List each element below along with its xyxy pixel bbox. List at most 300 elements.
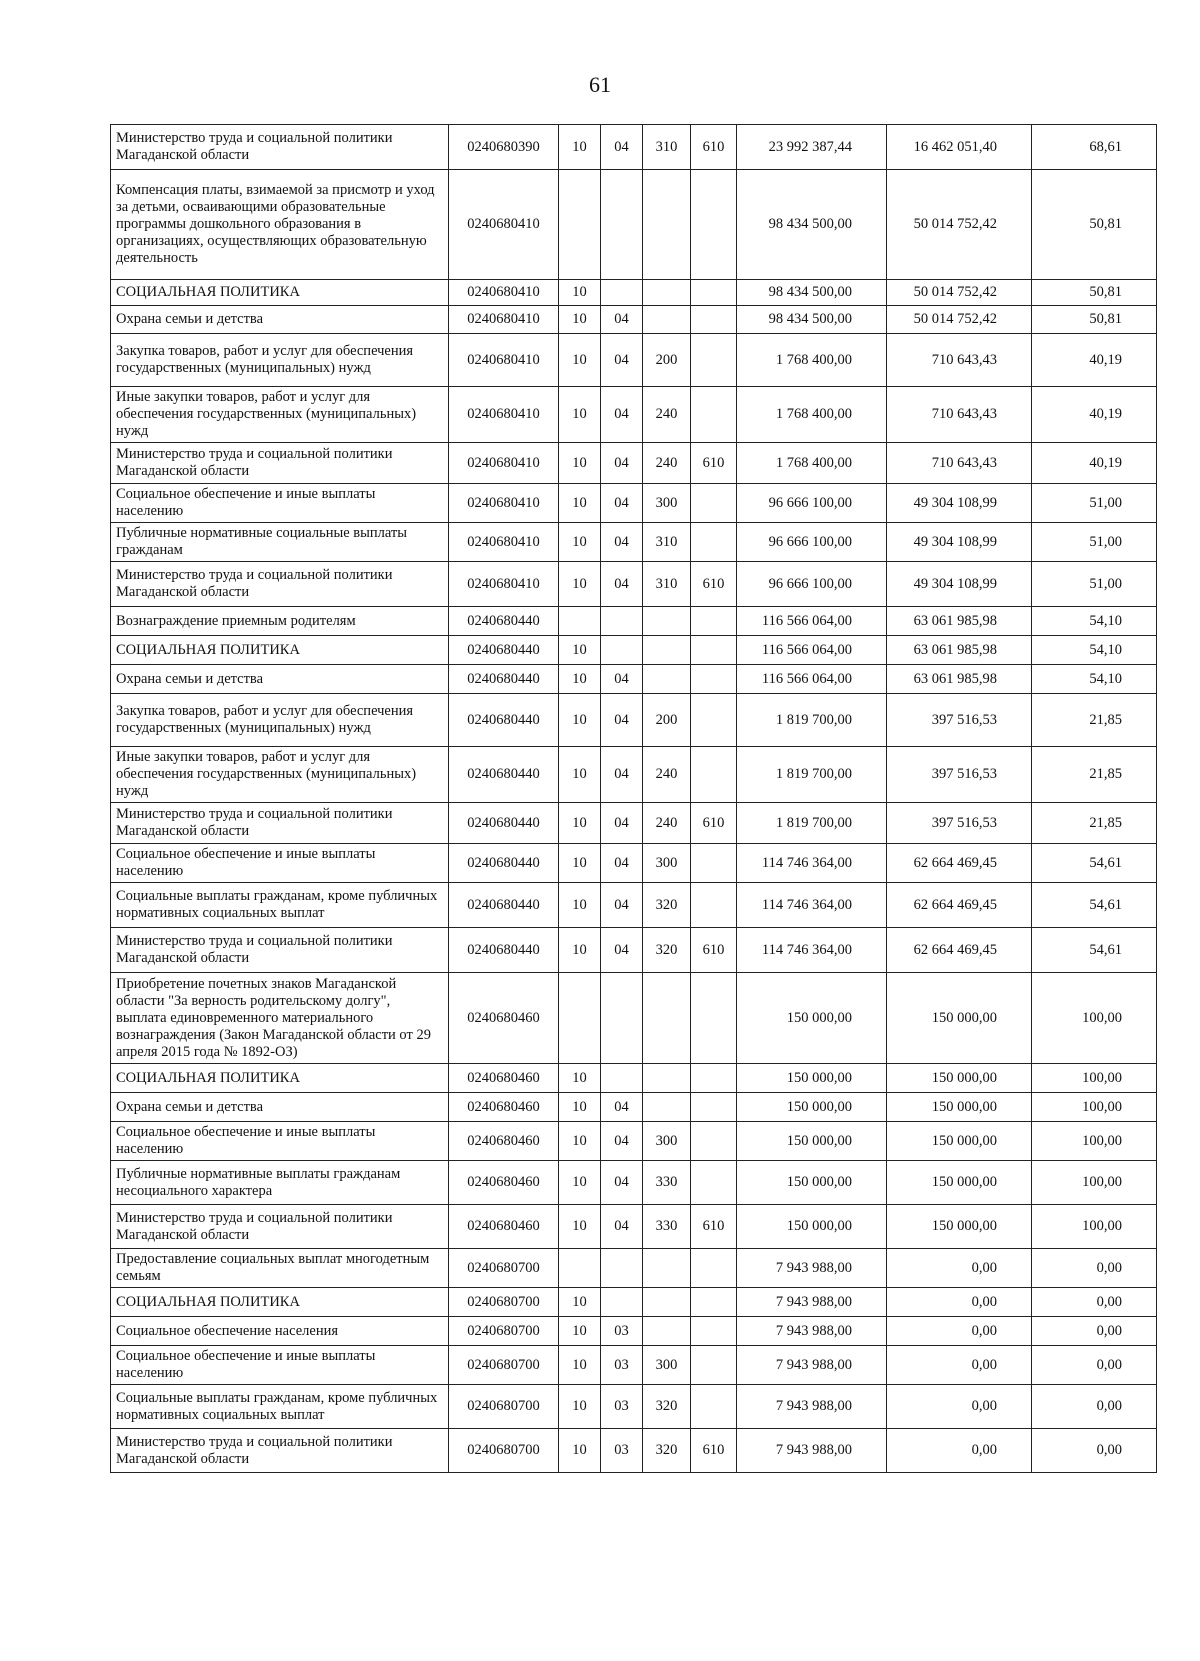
planned-amount: 114 746 364,00: [737, 928, 887, 973]
planned-amount: 23 992 387,44: [737, 125, 887, 170]
execution-percent: 40,19: [1032, 334, 1157, 387]
expense-type-code: [643, 280, 691, 306]
table-row: [111, 1205, 1157, 1249]
administrator-code: [691, 1122, 737, 1161]
target-code: 0240680410: [449, 387, 559, 443]
table-row: [111, 607, 1157, 636]
planned-amount: 1 819 700,00: [737, 803, 887, 844]
administrator-code: [691, 170, 737, 280]
item-name: Закупка товаров, работ и услуг для обеспечения государственных (муниципальных) нужд: [111, 694, 449, 747]
administrator-code: 610: [691, 562, 737, 607]
item-name: Закупка товаров, работ и услуг для обеспечения государственных (муниципальных) нужд: [111, 334, 449, 387]
table-row: [111, 280, 1157, 306]
actual-amount: 150 000,00: [887, 1205, 1032, 1249]
table-row: [111, 1317, 1157, 1346]
item-name: Приобретение почетных знаков Магаданской области "За верность родительскому долгу", выплата единовременного материального вознаграждения (Закон Магаданской области от 29 апреля 2015 года № 1892-ОЗ): [111, 973, 449, 1064]
actual-amount: 150 000,00: [887, 1064, 1032, 1093]
administrator-code: [691, 694, 737, 747]
target-code: 0240680410: [449, 562, 559, 607]
administrator-code: [691, 306, 737, 334]
section-code: 10: [559, 1288, 601, 1317]
execution-percent: 50,81: [1032, 280, 1157, 306]
planned-amount: 1 819 700,00: [737, 694, 887, 747]
table-body: [111, 125, 1157, 1473]
subsection-code: [601, 1249, 643, 1288]
subsection-code: 04: [601, 523, 643, 562]
section-code: 10: [559, 1317, 601, 1346]
planned-amount: 1 819 700,00: [737, 747, 887, 803]
table-row: [111, 665, 1157, 694]
section-code: 10: [559, 1161, 601, 1205]
actual-amount: 63 061 985,98: [887, 665, 1032, 694]
section-code: [559, 973, 601, 1064]
administrator-code: [691, 1161, 737, 1205]
actual-amount: 62 664 469,45: [887, 844, 1032, 883]
table-row: [111, 443, 1157, 484]
planned-amount: 150 000,00: [737, 1093, 887, 1122]
table-row: [111, 387, 1157, 443]
target-code: 0240680460: [449, 1093, 559, 1122]
planned-amount: 150 000,00: [737, 1064, 887, 1093]
table-row: [111, 973, 1157, 1064]
planned-amount: 1 768 400,00: [737, 334, 887, 387]
target-code: 0240680700: [449, 1346, 559, 1385]
target-code: 0240680410: [449, 484, 559, 523]
actual-amount: 397 516,53: [887, 747, 1032, 803]
item-name: Министерство труда и социальной политики Магаданской области: [111, 125, 449, 170]
table-row: [111, 1288, 1157, 1317]
expense-type-code: 330: [643, 1205, 691, 1249]
execution-percent: 21,85: [1032, 747, 1157, 803]
table-row: [111, 636, 1157, 665]
planned-amount: 116 566 064,00: [737, 636, 887, 665]
subsection-code: 04: [601, 844, 643, 883]
administrator-code: [691, 665, 737, 694]
subsection-code: [601, 1288, 643, 1317]
administrator-code: 610: [691, 1205, 737, 1249]
execution-percent: 0,00: [1032, 1346, 1157, 1385]
administrator-code: 610: [691, 125, 737, 170]
planned-amount: 7 943 988,00: [737, 1288, 887, 1317]
subsection-code: 03: [601, 1385, 643, 1429]
subsection-code: 04: [601, 665, 643, 694]
execution-percent: 54,61: [1032, 928, 1157, 973]
administrator-code: [691, 1093, 737, 1122]
item-name: Предоставление социальных выплат многодетным семьям: [111, 1249, 449, 1288]
item-name: Социальное обеспечение и иные выплаты населению: [111, 484, 449, 523]
execution-percent: 54,61: [1032, 883, 1157, 928]
section-code: 10: [559, 484, 601, 523]
section-code: 10: [559, 334, 601, 387]
execution-percent: 40,19: [1032, 443, 1157, 484]
expense-type-code: 300: [643, 844, 691, 883]
subsection-code: 04: [601, 443, 643, 484]
planned-amount: 7 943 988,00: [737, 1385, 887, 1429]
expense-type-code: 200: [643, 694, 691, 747]
item-name: Министерство труда и социальной политики Магаданской области: [111, 803, 449, 844]
execution-percent: 0,00: [1032, 1249, 1157, 1288]
item-name: Социальное обеспечение населения: [111, 1317, 449, 1346]
execution-percent: 100,00: [1032, 973, 1157, 1064]
expense-type-code: [643, 1249, 691, 1288]
subsection-code: 03: [601, 1346, 643, 1385]
target-code: 0240680410: [449, 170, 559, 280]
planned-amount: 96 666 100,00: [737, 523, 887, 562]
section-code: 10: [559, 665, 601, 694]
section-code: 10: [559, 387, 601, 443]
actual-amount: 16 462 051,40: [887, 125, 1032, 170]
actual-amount: 50 014 752,42: [887, 170, 1032, 280]
planned-amount: 96 666 100,00: [737, 484, 887, 523]
subsection-code: 04: [601, 1093, 643, 1122]
subsection-code: [601, 607, 643, 636]
section-code: 10: [559, 562, 601, 607]
table-row: [111, 747, 1157, 803]
actual-amount: 710 643,43: [887, 443, 1032, 484]
section-code: 10: [559, 1122, 601, 1161]
subsection-code: 04: [601, 334, 643, 387]
expense-type-code: 320: [643, 883, 691, 928]
item-name: СОЦИАЛЬНАЯ ПОЛИТИКА: [111, 1064, 449, 1093]
actual-amount: 62 664 469,45: [887, 928, 1032, 973]
planned-amount: 7 943 988,00: [737, 1249, 887, 1288]
subsection-code: 04: [601, 694, 643, 747]
subsection-code: [601, 170, 643, 280]
administrator-code: [691, 636, 737, 665]
execution-percent: 50,81: [1032, 306, 1157, 334]
planned-amount: 1 768 400,00: [737, 443, 887, 484]
administrator-code: [691, 844, 737, 883]
item-name: Компенсация платы, взимаемой за присмотр и уход за детьми, осваивающими образовательные программы дошкольного образования в организациях, осуществляющих образовательную деятельность: [111, 170, 449, 280]
execution-percent: 100,00: [1032, 1122, 1157, 1161]
item-name: Министерство труда и социальной политики Магаданской области: [111, 562, 449, 607]
section-code: 10: [559, 1385, 601, 1429]
target-code: 0240680440: [449, 803, 559, 844]
table-row: [111, 928, 1157, 973]
expense-type-code: [643, 607, 691, 636]
target-code: 0240680410: [449, 280, 559, 306]
target-code: 0240680410: [449, 523, 559, 562]
planned-amount: 98 434 500,00: [737, 280, 887, 306]
execution-percent: 100,00: [1032, 1064, 1157, 1093]
actual-amount: 0,00: [887, 1249, 1032, 1288]
actual-amount: 150 000,00: [887, 1161, 1032, 1205]
administrator-code: 610: [691, 1429, 737, 1473]
planned-amount: 7 943 988,00: [737, 1317, 887, 1346]
expense-type-code: [643, 306, 691, 334]
execution-percent: 68,61: [1032, 125, 1157, 170]
table-row: [111, 1346, 1157, 1385]
expense-type-code: 330: [643, 1161, 691, 1205]
section-code: 10: [559, 306, 601, 334]
item-name: Социальные выплаты гражданам, кроме публичных нормативных социальных выплат: [111, 883, 449, 928]
table-row: [111, 1093, 1157, 1122]
expense-type-code: 310: [643, 562, 691, 607]
execution-percent: 54,10: [1032, 636, 1157, 665]
target-code: 0240680440: [449, 665, 559, 694]
actual-amount: 150 000,00: [887, 973, 1032, 1064]
expense-type-code: 240: [643, 747, 691, 803]
section-code: 10: [559, 1205, 601, 1249]
table-row: [111, 562, 1157, 607]
actual-amount: 710 643,43: [887, 334, 1032, 387]
expense-type-code: 320: [643, 1429, 691, 1473]
subsection-code: 04: [601, 883, 643, 928]
actual-amount: 0,00: [887, 1346, 1032, 1385]
expense-type-code: 200: [643, 334, 691, 387]
execution-percent: 100,00: [1032, 1161, 1157, 1205]
target-code: 0240680440: [449, 747, 559, 803]
expense-type-code: 320: [643, 928, 691, 973]
target-code: 0240680460: [449, 1161, 559, 1205]
administrator-code: [691, 883, 737, 928]
item-name: Министерство труда и социальной политики Магаданской области: [111, 1429, 449, 1473]
actual-amount: 150 000,00: [887, 1122, 1032, 1161]
target-code: 0240680700: [449, 1429, 559, 1473]
target-code: 0240680440: [449, 883, 559, 928]
item-name: Охрана семьи и детства: [111, 665, 449, 694]
administrator-code: [691, 1288, 737, 1317]
table-row: [111, 803, 1157, 844]
subsection-code: 04: [601, 747, 643, 803]
actual-amount: 63 061 985,98: [887, 607, 1032, 636]
planned-amount: 7 943 988,00: [737, 1429, 887, 1473]
subsection-code: 04: [601, 125, 643, 170]
execution-percent: 54,61: [1032, 844, 1157, 883]
target-code: 0240680460: [449, 1205, 559, 1249]
table-row: [111, 844, 1157, 883]
execution-percent: 51,00: [1032, 484, 1157, 523]
expense-type-code: [643, 1093, 691, 1122]
target-code: 0240680440: [449, 636, 559, 665]
expense-type-code: 240: [643, 387, 691, 443]
table-row: [111, 334, 1157, 387]
administrator-code: [691, 523, 737, 562]
actual-amount: 49 304 108,99: [887, 523, 1032, 562]
planned-amount: 114 746 364,00: [737, 844, 887, 883]
subsection-code: 04: [601, 1122, 643, 1161]
section-code: 10: [559, 928, 601, 973]
section-code: 10: [559, 803, 601, 844]
administrator-code: [691, 607, 737, 636]
execution-percent: 100,00: [1032, 1093, 1157, 1122]
administrator-code: [691, 1249, 737, 1288]
item-name: Охрана семьи и детства: [111, 306, 449, 334]
section-code: 10: [559, 844, 601, 883]
planned-amount: 7 943 988,00: [737, 1346, 887, 1385]
section-code: 10: [559, 883, 601, 928]
execution-percent: 40,19: [1032, 387, 1157, 443]
administrator-code: [691, 387, 737, 443]
expense-type-code: [643, 1317, 691, 1346]
page-number: 61: [589, 72, 611, 97]
expense-type-code: [643, 636, 691, 665]
item-name: Публичные нормативные выплаты гражданам несоциального характера: [111, 1161, 449, 1205]
target-code: 0240680440: [449, 844, 559, 883]
administrator-code: [691, 484, 737, 523]
execution-percent: 0,00: [1032, 1429, 1157, 1473]
actual-amount: 150 000,00: [887, 1093, 1032, 1122]
target-code: 0240680700: [449, 1288, 559, 1317]
expense-type-code: [643, 973, 691, 1064]
item-name: СОЦИАЛЬНАЯ ПОЛИТИКА: [111, 1288, 449, 1317]
target-code: 0240680460: [449, 1122, 559, 1161]
expense-type-code: 300: [643, 484, 691, 523]
subsection-code: 04: [601, 1161, 643, 1205]
table-row: [111, 1064, 1157, 1093]
administrator-code: [691, 1064, 737, 1093]
actual-amount: 50 014 752,42: [887, 306, 1032, 334]
administrator-code: 610: [691, 803, 737, 844]
table-row: [111, 523, 1157, 562]
target-code: 0240680440: [449, 694, 559, 747]
table-row: [111, 484, 1157, 523]
expense-type-code: [643, 1288, 691, 1317]
target-code: 0240680390: [449, 125, 559, 170]
planned-amount: 96 666 100,00: [737, 562, 887, 607]
actual-amount: 0,00: [887, 1288, 1032, 1317]
planned-amount: 116 566 064,00: [737, 665, 887, 694]
subsection-code: [601, 1064, 643, 1093]
section-code: 10: [559, 443, 601, 484]
table-row: [111, 883, 1157, 928]
administrator-code: [691, 1385, 737, 1429]
actual-amount: 0,00: [887, 1385, 1032, 1429]
actual-amount: 62 664 469,45: [887, 883, 1032, 928]
item-name: Социальные выплаты гражданам, кроме публичных нормативных социальных выплат: [111, 1385, 449, 1429]
table-row: [111, 1122, 1157, 1161]
administrator-code: [691, 280, 737, 306]
execution-percent: 51,00: [1032, 562, 1157, 607]
section-code: 10: [559, 1064, 601, 1093]
table-row: [111, 1429, 1157, 1473]
table-row: [111, 1249, 1157, 1288]
target-code: 0240680440: [449, 607, 559, 636]
subsection-code: 04: [601, 484, 643, 523]
section-code: 10: [559, 747, 601, 803]
target-code: 0240680410: [449, 334, 559, 387]
item-name: Вознаграждение приемным родителям: [111, 607, 449, 636]
expense-type-code: [643, 170, 691, 280]
administrator-code: [691, 1346, 737, 1385]
table-row: [111, 170, 1157, 280]
actual-amount: 63 061 985,98: [887, 636, 1032, 665]
planned-amount: 98 434 500,00: [737, 306, 887, 334]
expense-type-code: 310: [643, 125, 691, 170]
section-code: 10: [559, 280, 601, 306]
target-code: 0240680700: [449, 1317, 559, 1346]
execution-percent: 100,00: [1032, 1205, 1157, 1249]
item-name: Министерство труда и социальной политики Магаданской области: [111, 1205, 449, 1249]
administrator-code: [691, 1317, 737, 1346]
item-name: Иные закупки товаров, работ и услуг для обеспечения государственных (муниципальных) нужд: [111, 747, 449, 803]
item-name: Социальное обеспечение и иные выплаты населению: [111, 1122, 449, 1161]
target-code: 0240680700: [449, 1385, 559, 1429]
administrator-code: [691, 973, 737, 1064]
execution-percent: 0,00: [1032, 1317, 1157, 1346]
target-code: 0240680460: [449, 973, 559, 1064]
planned-amount: 114 746 364,00: [737, 883, 887, 928]
planned-amount: 116 566 064,00: [737, 607, 887, 636]
administrator-code: [691, 747, 737, 803]
expense-type-code: 320: [643, 1385, 691, 1429]
execution-percent: 21,85: [1032, 694, 1157, 747]
subsection-code: 03: [601, 1429, 643, 1473]
section-code: 10: [559, 1093, 601, 1122]
item-name: Публичные нормативные социальные выплаты гражданам: [111, 523, 449, 562]
target-code: 0240680700: [449, 1249, 559, 1288]
execution-percent: 54,10: [1032, 607, 1157, 636]
table-row: [111, 1385, 1157, 1429]
subsection-code: [601, 973, 643, 1064]
subsection-code: 03: [601, 1317, 643, 1346]
item-name: Министерство труда и социальной политики Магаданской области: [111, 928, 449, 973]
expense-type-code: [643, 665, 691, 694]
execution-percent: 54,10: [1032, 665, 1157, 694]
table-row: [111, 306, 1157, 334]
section-code: 10: [559, 1429, 601, 1473]
actual-amount: 49 304 108,99: [887, 484, 1032, 523]
expense-type-code: 300: [643, 1346, 691, 1385]
actual-amount: 50 014 752,42: [887, 280, 1032, 306]
section-code: 10: [559, 523, 601, 562]
subsection-code: 04: [601, 1205, 643, 1249]
actual-amount: 0,00: [887, 1317, 1032, 1346]
planned-amount: 98 434 500,00: [737, 170, 887, 280]
planned-amount: 150 000,00: [737, 1122, 887, 1161]
section-code: 10: [559, 694, 601, 747]
actual-amount: 710 643,43: [887, 387, 1032, 443]
item-name: Министерство труда и социальной политики Магаданской области: [111, 443, 449, 484]
item-name: СОЦИАЛЬНАЯ ПОЛИТИКА: [111, 280, 449, 306]
section-code: 10: [559, 125, 601, 170]
subsection-code: [601, 280, 643, 306]
expense-type-code: [643, 1064, 691, 1093]
planned-amount: 150 000,00: [737, 973, 887, 1064]
planned-amount: 150 000,00: [737, 1161, 887, 1205]
planned-amount: 1 768 400,00: [737, 387, 887, 443]
expense-type-code: 240: [643, 803, 691, 844]
item-name: Социальное обеспечение и иные выплаты населению: [111, 844, 449, 883]
section-code: 10: [559, 636, 601, 665]
target-code: 0240680410: [449, 306, 559, 334]
section-code: [559, 1249, 601, 1288]
budget-table: [110, 124, 1157, 1473]
item-name: Социальное обеспечение и иные выплаты населению: [111, 1346, 449, 1385]
target-code: 0240680410: [449, 443, 559, 484]
expense-type-code: 310: [643, 523, 691, 562]
execution-percent: 21,85: [1032, 803, 1157, 844]
administrator-code: [691, 334, 737, 387]
section-code: 10: [559, 1346, 601, 1385]
table-row: [111, 125, 1157, 170]
actual-amount: 397 516,53: [887, 803, 1032, 844]
expense-type-code: 300: [643, 1122, 691, 1161]
administrator-code: 610: [691, 928, 737, 973]
target-code: 0240680440: [449, 928, 559, 973]
planned-amount: 150 000,00: [737, 1205, 887, 1249]
execution-percent: 50,81: [1032, 170, 1157, 280]
subsection-code: [601, 636, 643, 665]
target-code: 0240680460: [449, 1064, 559, 1093]
section-code: [559, 170, 601, 280]
table-row: [111, 694, 1157, 747]
administrator-code: 610: [691, 443, 737, 484]
table-row: [111, 1161, 1157, 1205]
actual-amount: 397 516,53: [887, 694, 1032, 747]
execution-percent: 0,00: [1032, 1288, 1157, 1317]
item-name: Охрана семьи и детства: [111, 1093, 449, 1122]
